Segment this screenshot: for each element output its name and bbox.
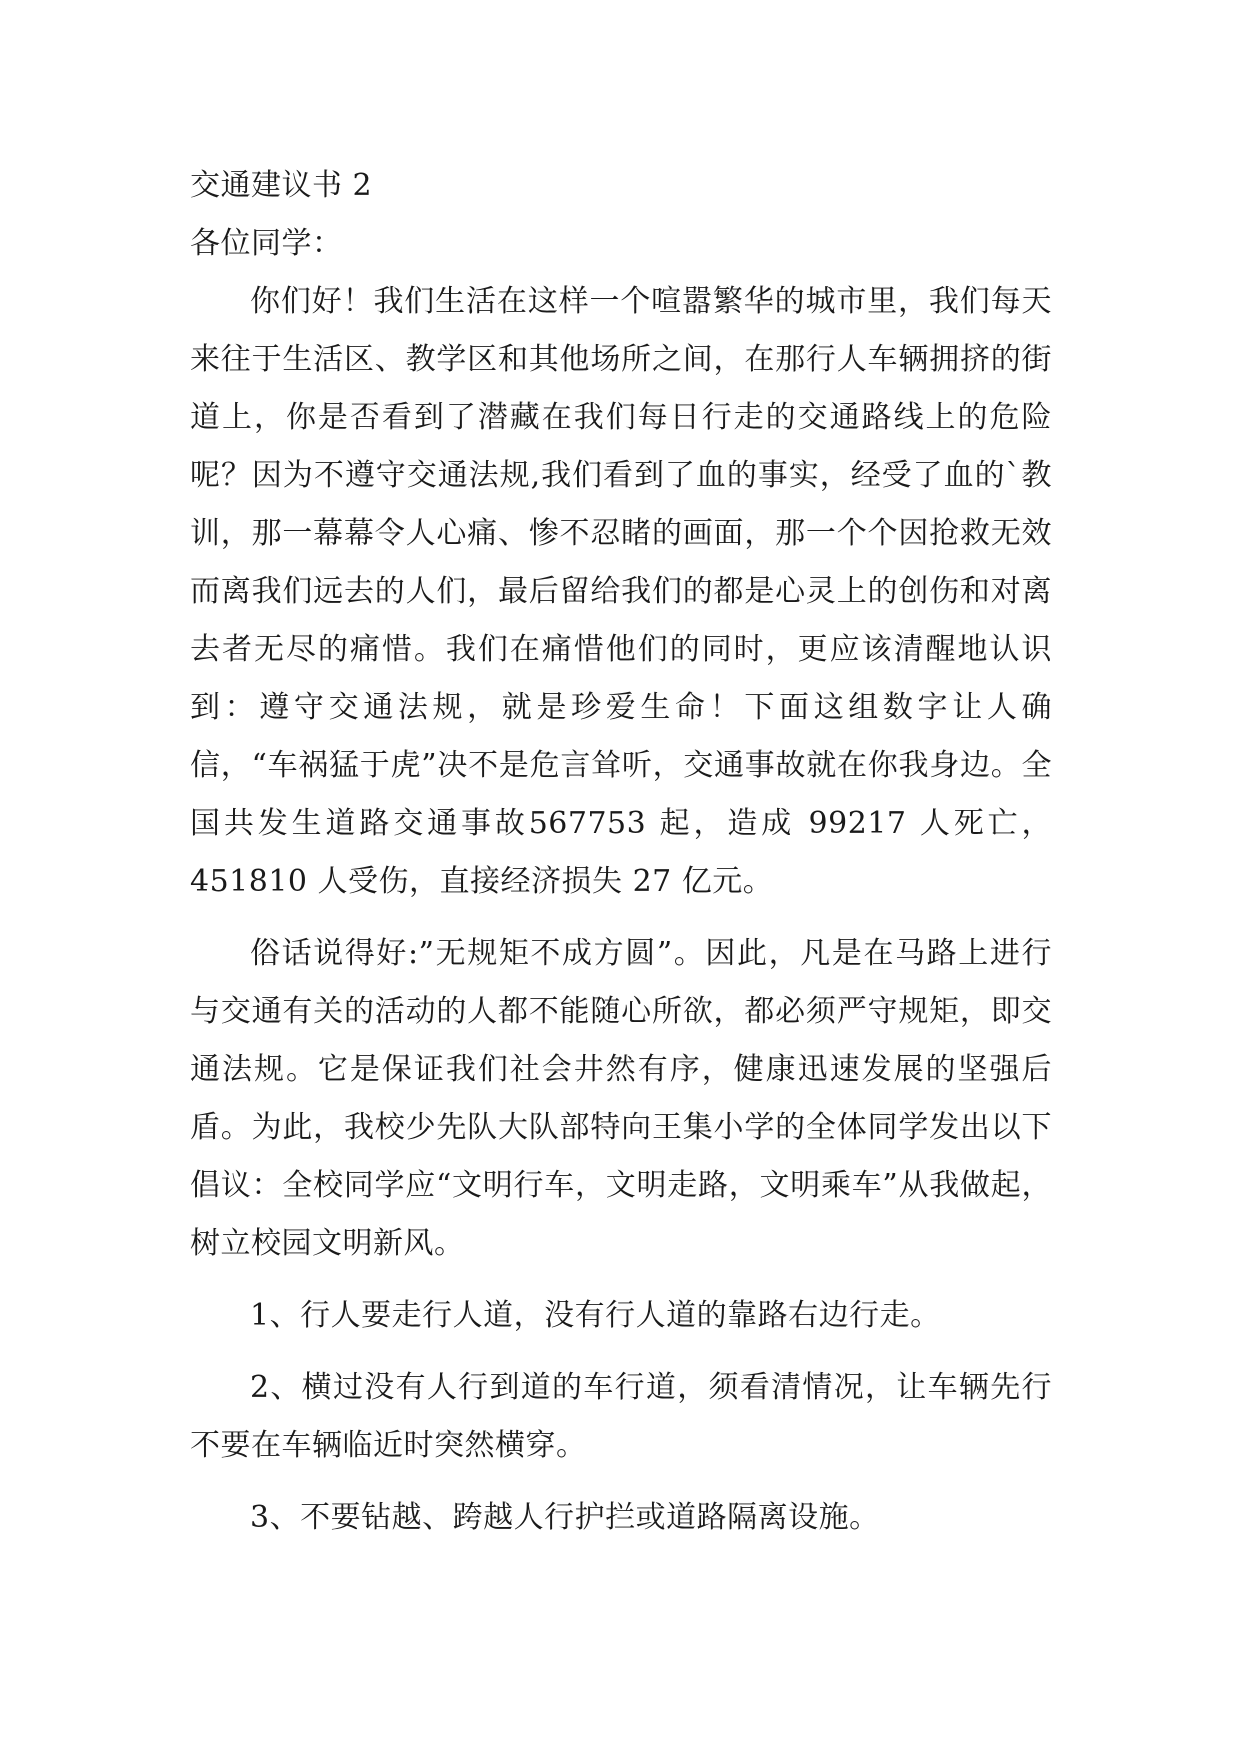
document-body bbox=[190, 157, 1052, 1547]
greeting: 各位同学： bbox=[190, 226, 343, 261]
document-title: 交通建议书 2 bbox=[190, 168, 373, 203]
paragraph-1: 你们好！我们生活在这样一个喧嚣繁华的城市里，我们每天来往于生活区、教学区和其他场所之间，在那行人车辆拥挤的街道上，你是否看到了潜藏在我们每日行走的交通路线上的危险呢？因为不遵守交通法规,我们看到了血的事实，经受了血的`教训，那一幕幕令人心痛、惨不忍睹的画面，那一个个因抢救无效而离我们远去的人们，最后留给我们的都是心灵上的创伤和对离去者无尽的痛惜。我们在痛惜他们的同时，更应该清醒地认识到：遵守交通法规，就是珍爱生命！下面这组数字让人确信，“车祸猛于虎”决不是危言耸听，交通事故就在你我身边。全国共发生道路交通事故567753 起，造成 99217 人死亡，451810 人受伤，直接经济损失 27 亿元。 bbox=[190, 284, 1052, 899]
paragraph-2: 俗话说得好:”无规矩不成方圆”。因此，凡是在马路上进行与交通有关的活动的人都不能随心所欲，都必须严守规矩，即交通法规。它是保证我们社会井然有序，健康迅速发展的坚强后盾。为此，我校少先队大队部特向王集小学的全体同学发出以下倡议：全校同学应“文明行车，文明走路，文明乘车”从我做起，树立校园文明新风。 bbox=[190, 936, 1052, 1261]
list-item-3: 3、不要钻越、跨越人行护拦或道路隔离设施。 bbox=[250, 1500, 880, 1535]
list-item-2: 2、横过没有人行到道的车行道，须看清情况，让车辆先行不要在车辆临近时突然横穿。 bbox=[190, 1370, 1052, 1463]
list-item-1: 1、行人要走行人道，没有行人道的靠路右边行走。 bbox=[250, 1298, 941, 1333]
